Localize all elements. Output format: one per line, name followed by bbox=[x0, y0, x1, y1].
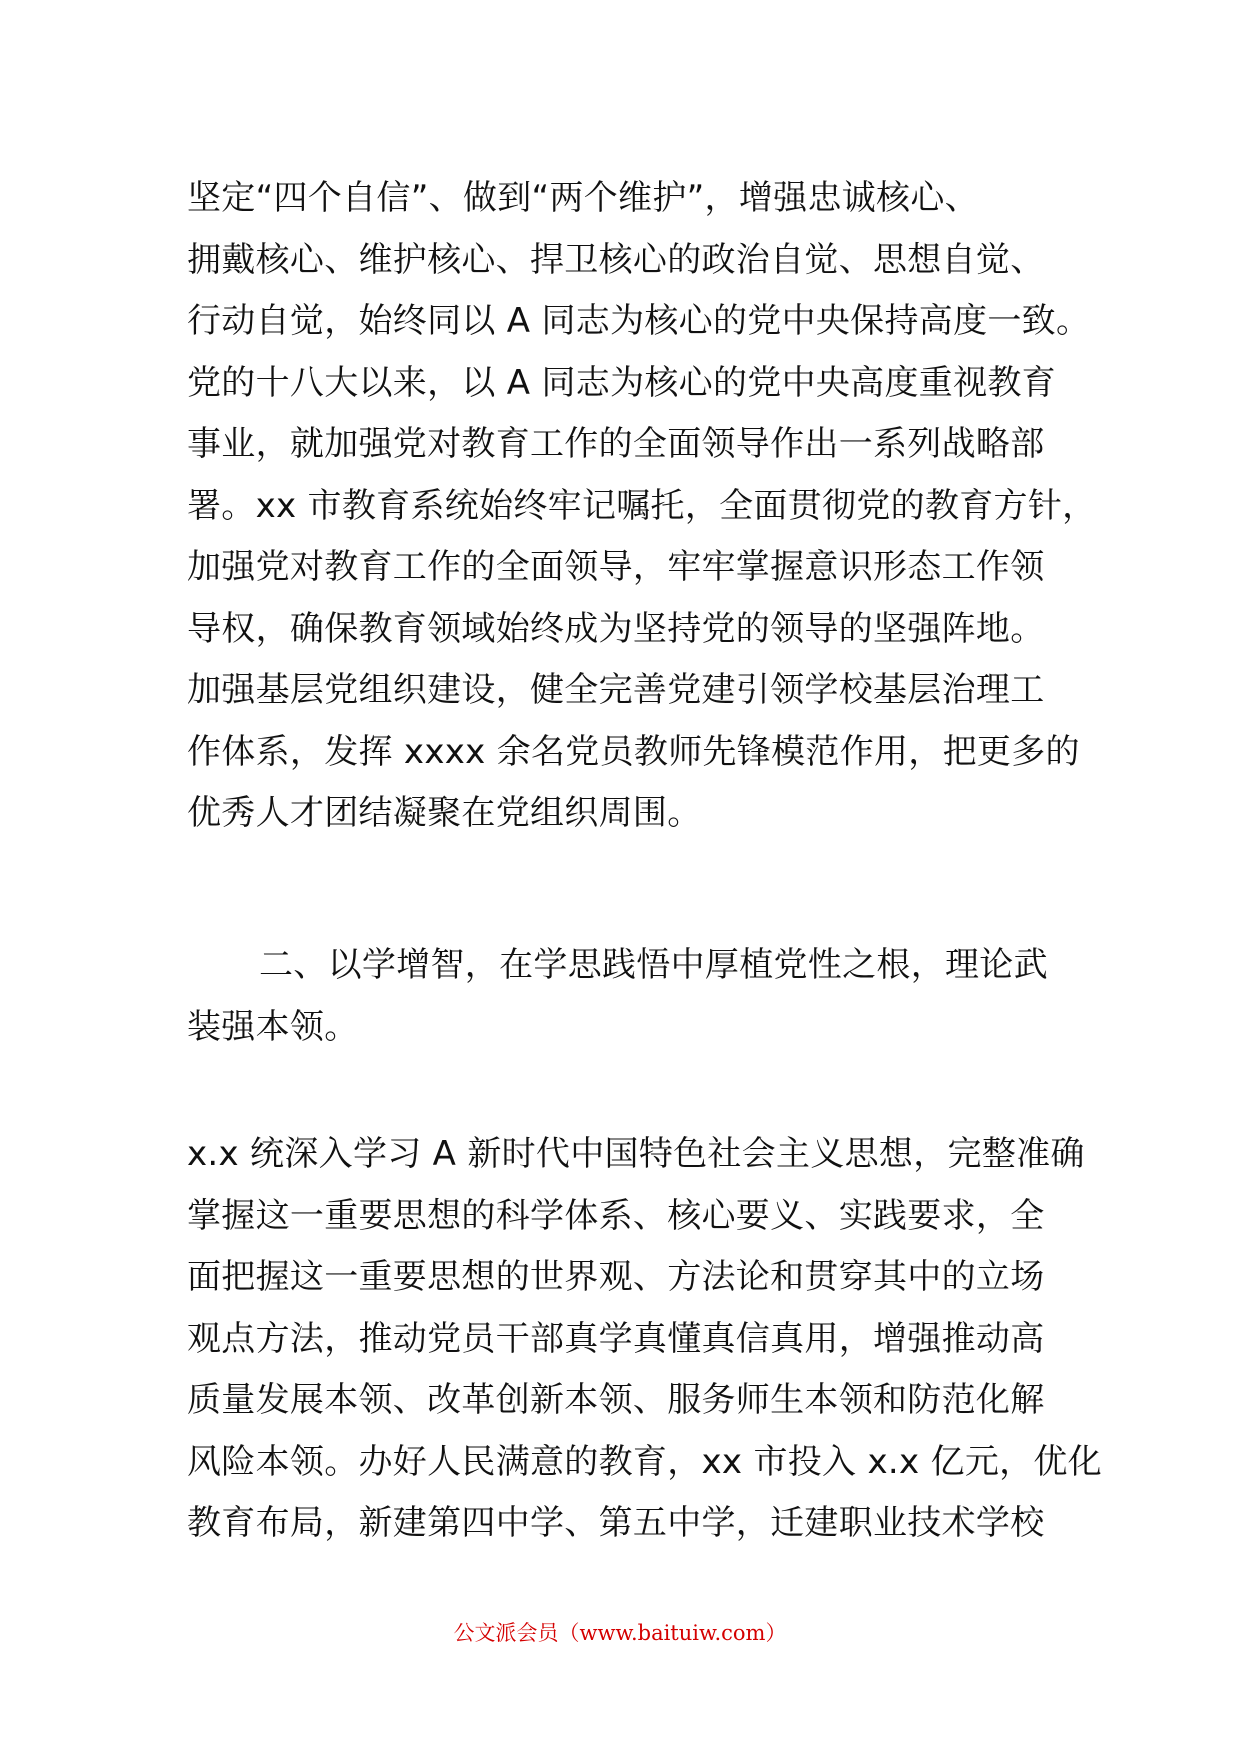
paragraph-line: 作体系，发挥 xxxx 余名党员教师先锋模范作用，把更多的 bbox=[187, 731, 1080, 772]
paragraph-line: 导权，确保教育领域始终成为坚持党的领导的坚强阵地。 bbox=[187, 608, 1045, 649]
paragraph-line: 优秀人才团结凝聚在党组织周围。 bbox=[187, 793, 702, 833]
footer-watermark: 公文派会员（www.baituiw.com） bbox=[453, 1621, 787, 1645]
paragraph-line: 面把握这一重要思想的世界观、方法论和贯穿其中的立场 bbox=[187, 1257, 1045, 1297]
paragraph-line: 署。xx 市教育系统始终牢记嘱托，全面贯彻党的教育方针， bbox=[187, 485, 1097, 526]
heading-line: 装强本领。 bbox=[187, 1006, 359, 1047]
paragraph-line: 事业，就加强党对教育工作的全面领导作出一系列战略部 bbox=[187, 424, 1045, 464]
heading-line: 二、以学增智，在学思践悟中厚植党性之根，理论武 bbox=[259, 945, 1048, 985]
paragraph-line: 坚定“四个自信”、做到“两个维护”，增强忠诚核心、 bbox=[187, 178, 979, 218]
body-paragraph-1 bbox=[187, 168, 1097, 845]
paragraph-line: 质量发展本领、改革创新本领、服务师生本领和防范化解 bbox=[187, 1380, 1045, 1420]
body-paragraph-2 bbox=[187, 1124, 1103, 1555]
paragraph-line: 加强党对教育工作的全面领导，牢牢掌握意识形态工作领 bbox=[187, 547, 1045, 587]
paragraph-line: 风险本领。办好人民满意的教育，xx 市投入 x.x 亿元，优化 bbox=[187, 1441, 1103, 1482]
paragraph-line: 加强基层党组织建设，健全完善党建引领学校基层治理工 bbox=[187, 670, 1045, 710]
paragraph-line: 掌握这一重要思想的科学体系、核心要义、实践要求，全 bbox=[187, 1195, 1045, 1236]
paragraph-line: 党的十八大以来，以 A 同志为核心的党中央高度重视教育 bbox=[187, 362, 1056, 403]
paragraph-line: x.x 统深入学习 A 新时代中国特色社会主义思想，完整准确 bbox=[187, 1134, 1085, 1174]
paragraph-line: 教育布局，新建第四中学、第五中学，迁建职业技术学校 bbox=[187, 1503, 1045, 1543]
paragraph-line: 拥戴核心、维护核心、捍卫核心的政治自觉、思想自觉、 bbox=[187, 239, 1045, 280]
paragraph-line: 观点方法，推动党员干部真学真懂真信真用，增强推动高 bbox=[187, 1318, 1045, 1359]
paragraph-line: 行动自觉，始终同以 A 同志为核心的党中央保持高度一致。 bbox=[187, 301, 1091, 341]
section-heading-2 bbox=[187, 935, 1087, 1058]
